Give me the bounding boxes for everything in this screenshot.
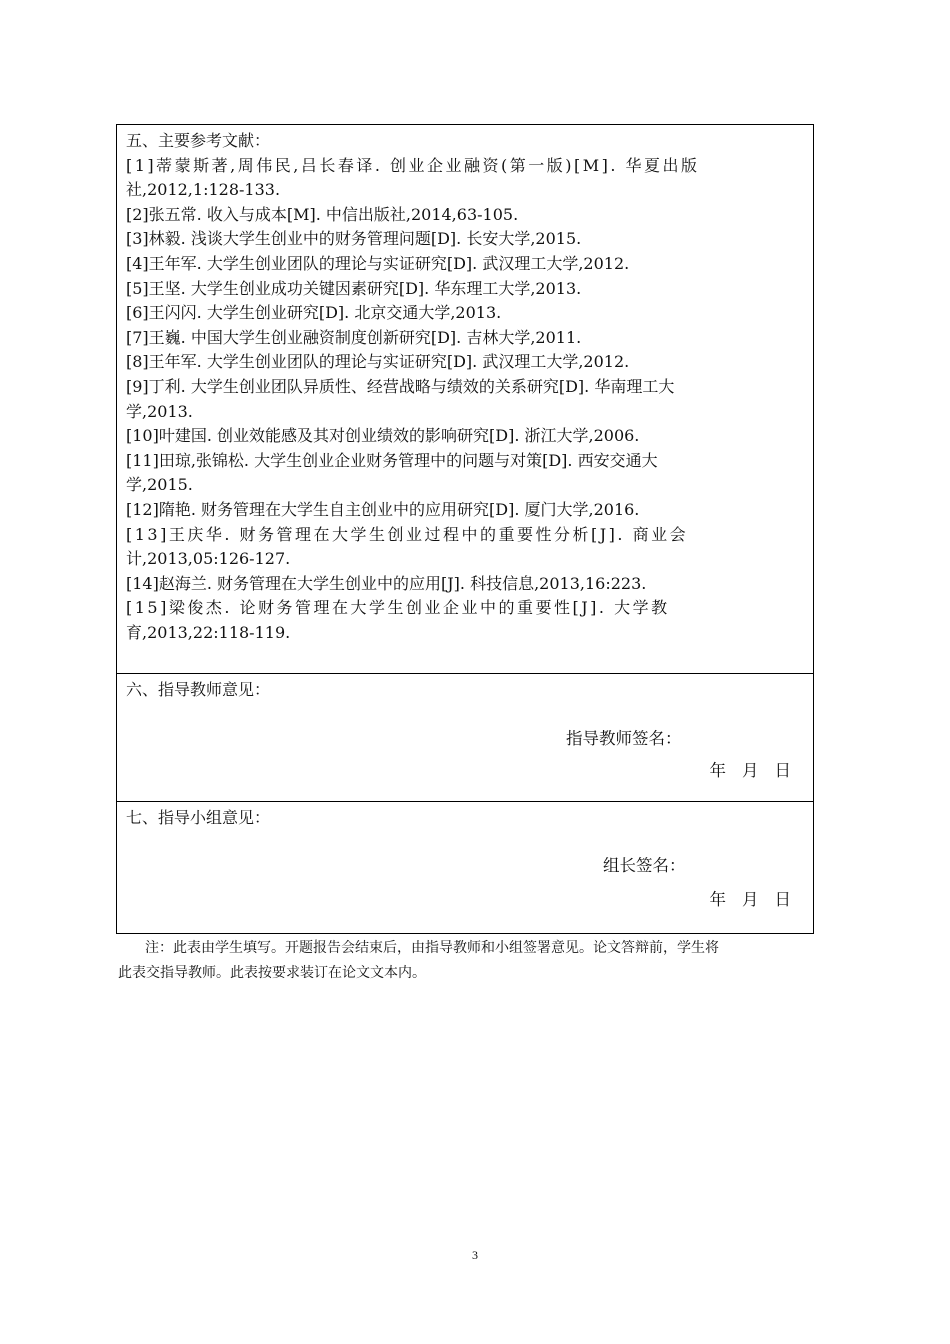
year-label: 年 [709, 890, 726, 909]
reference-item: [11]田琼,张锦松. 大学生创业企业财务管理中的问题与对策[D]. 西安交通大 学,2015. [126, 450, 658, 495]
references-title: 五、主要参考文献： [126, 131, 271, 150]
note-line-2: 此表交指导教师。此表按要求装订在论文文本内。 [118, 965, 426, 981]
group-opinion-section [117, 802, 813, 933]
note-line-1: 注：此表由学生填写。开题报告会结束后，由指导教师和小组签署意见。论文答辩前，学生将 [145, 940, 719, 956]
year-label: 年 [709, 761, 726, 780]
reference-item: [15]梁俊杰. 论财务管理在大学生创业企业中的重要性[J]. 大学教 育,2013,22:118-119. [126, 598, 670, 642]
group-sign-date [710, 888, 792, 912]
reference-item: [9]丁利. 大学生创业团队异质性、经营战略与绩效的关系研究[D]. 华南理工大 学,2013. [126, 376, 675, 421]
teacher-sign-date [710, 759, 792, 783]
reference-item: [13]王庆华. 财务管理在大学生创业过程中的重要性分析[J]. 商业会 计,2013,05:126-127. [126, 524, 689, 569]
references-section [117, 125, 813, 674]
month-label: 月 [742, 890, 759, 909]
reference-item: [10]叶建国. 创业效能感及其对创业绩效的影响研究[D]. 浙江大学,2006. [126, 426, 640, 446]
group-leader-signature-label: 组长签名： [603, 856, 686, 875]
report-form-table [116, 124, 814, 934]
reference-list [126, 154, 804, 646]
day-label: 日 [774, 761, 791, 780]
reference-item: [7]王巍. 中国大学生创业融资制度创新研究[D]. 吉林大学,2011. [126, 327, 582, 347]
reference-item: [14]赵海兰. 财务管理在大学生创业中的应用[J]. 科技信息,2013,16:223. [126, 573, 647, 593]
reference-item: [1]蒂蒙斯著,周伟民,吕长春译. 创业企业融资(第一版)[M]. 华夏出版 社,2012,1:128-133. [126, 155, 700, 200]
reference-item: [3]林毅. 浅谈大学生创业中的财务管理问题[D]. 长安大学,2015. [126, 229, 582, 249]
form-note [118, 936, 813, 986]
page-number: 3 [472, 1248, 478, 1262]
reference-item: [6]王闪闪. 大学生创业研究[D]. 北京交通大学,2013. [126, 303, 502, 323]
reference-item: [12]隋艳. 财务管理在大学生自主创业中的应用研究[D]. 厦门大学,2016. [126, 499, 640, 519]
teacher-opinion-section [117, 674, 813, 802]
teacher-opinion-title: 六、指导教师意见： [126, 680, 271, 699]
reference-item: [2]张五常. 收入与成本[M]. 中信出版社,2014,63-105. [126, 204, 519, 224]
teacher-signature-label: 指导教师签名： [566, 729, 682, 748]
day-label: 日 [774, 890, 791, 909]
reference-item: [5]王坚. 大学生创业成功关键因素研究[D]. 华东理工大学,2013. [126, 278, 582, 298]
reference-item: [8]王年军. 大学生创业团队的理论与实证研究[D]. 武汉理工大学,2012. [126, 352, 630, 372]
reference-item: [4]王年军. 大学生创业团队的理论与实证研究[D]. 武汉理工大学,2012. [126, 253, 630, 273]
group-opinion-title: 七、指导小组意见： [126, 808, 271, 827]
month-label: 月 [742, 761, 759, 780]
